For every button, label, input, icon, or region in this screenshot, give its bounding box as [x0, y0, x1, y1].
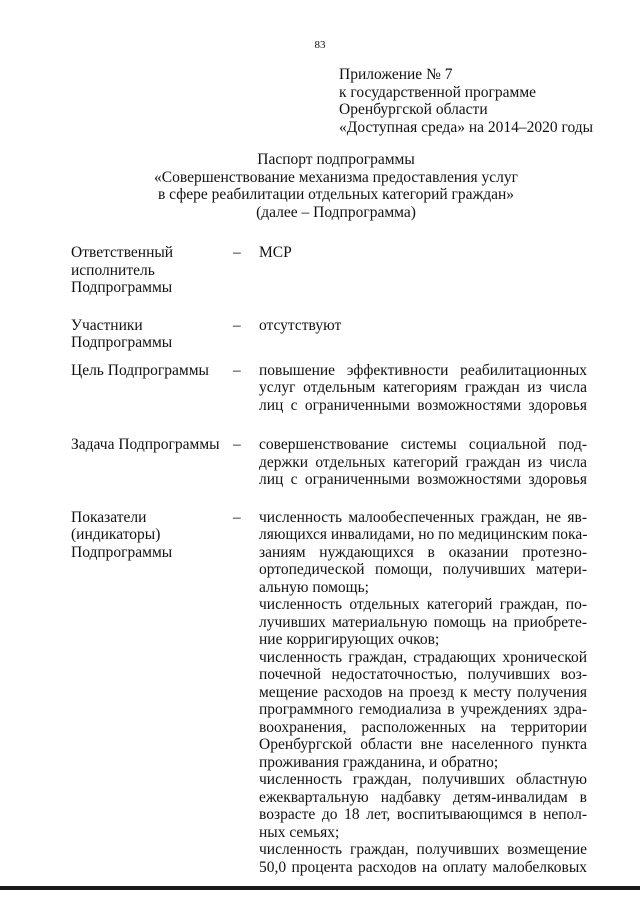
- page-number: 83: [314, 39, 326, 51]
- title-line: в сфере реабилитации отдельных категорий граждан»: [157, 186, 515, 203]
- row-value-line: численность отдельных категорий граждан, по-: [259, 596, 587, 613]
- row-value-line: заниям нуждающихся в оказании протезно-: [259, 543, 587, 561]
- row-value-line: держки отдельных категорий граждан из числа: [259, 453, 587, 471]
- row-label-line: Участники: [71, 316, 143, 334]
- row-value-line: проживания гражданина, и обратно;: [259, 753, 499, 771]
- row-value-line: численность граждан, получивших областную: [259, 771, 587, 788]
- row-label-line: Цель Подпрограммы: [71, 361, 209, 379]
- row-value-line: численность малообеспеченных граждан, не яв-: [259, 508, 587, 526]
- row-value-line: почечной недостаточностью, получивших воз-: [259, 666, 587, 683]
- row-value-line: мещение расходов на проезд к месту получения: [259, 683, 587, 701]
- row-dash: –: [233, 508, 241, 526]
- title-line: Паспорт подпрограммы: [257, 151, 415, 168]
- appendix-line: «Доступная среда» на 2014–2020 годы: [339, 118, 594, 136]
- row-label-line: Задача Подпрограммы: [71, 436, 220, 453]
- row-value-line: Оренбургской области вне населенного пункта: [259, 736, 587, 753]
- passport-row: [71, 244, 587, 297]
- row-value-line: повышение эффективности реабилитационных: [259, 361, 587, 379]
- row-value: [259, 509, 587, 877]
- row-value-line: возрасте до 18 лет, воспитывающимся в непол-: [259, 806, 587, 823]
- row-label-line: Ответственный: [71, 244, 174, 261]
- row-label: [71, 509, 231, 877]
- row-value-line: альную помощь;: [259, 578, 369, 596]
- passport-table: [71, 244, 587, 876]
- row-label-line: Подпрограммы: [71, 334, 173, 351]
- row-label: [71, 244, 231, 297]
- row-value-line: лиц с ограниченными возможностями здоровья: [259, 396, 587, 414]
- row-label: [71, 436, 231, 489]
- row-value-line: численность граждан, страдающих хронической: [259, 648, 587, 666]
- row-label: [71, 317, 231, 352]
- row-value: [259, 317, 587, 352]
- row-value: [259, 362, 587, 415]
- row-label-line: Подпрограммы: [71, 279, 173, 296]
- row-value-line: численность граждан, получивших возмещение: [259, 841, 587, 858]
- title-line: «Совершенствование механизма предоставления услуг: [154, 168, 518, 186]
- row-dash: –: [233, 436, 241, 453]
- row-label-line: (индикаторы): [71, 526, 161, 543]
- row-dash: –: [233, 316, 241, 334]
- row-dash: –: [233, 244, 241, 261]
- appendix-header: [339, 66, 593, 136]
- row-value: [259, 436, 587, 489]
- row-value-line: МСР: [259, 244, 292, 261]
- passport-row: [71, 509, 587, 877]
- row-label-line: Подпрограммы: [71, 543, 173, 561]
- appendix-line: к государственной программе: [339, 83, 537, 101]
- row-value-line: программного гемодиализа в учреждениях здра-: [259, 701, 587, 718]
- appendix-line: Приложение № 7: [339, 66, 453, 83]
- row-value-line: ортопедической помощи, получивших матери-: [259, 561, 587, 578]
- row-value-line: совершенствование системы социальной под-: [259, 436, 587, 453]
- bottom-border: [0, 886, 640, 890]
- row-value-line: отсутствуют: [259, 316, 342, 334]
- appendix-line: Оренбургской области: [339, 101, 488, 118]
- passport-row: [71, 436, 587, 489]
- passport-row: [71, 317, 587, 352]
- row-dash: –: [233, 361, 241, 379]
- title-line: (далее – Подпрограмма): [256, 203, 416, 221]
- document-title: [0, 151, 640, 221]
- row-value-line: ляющихся инвалидами, но по медицинским пока-: [259, 526, 588, 543]
- row-value-line: лиц с ограниченными возможностями здоровья: [259, 471, 587, 488]
- row-value-line: ние корригирующих очков;: [259, 631, 440, 648]
- row-value-line: ежеквартальную надбавку детям-инвалидам в: [259, 788, 587, 806]
- passport-row: [71, 362, 587, 415]
- row-value-line: услуг отдельным категориям граждан из числа: [259, 379, 587, 396]
- row-value-line: лучивших материальную помощь на приобрете-: [259, 613, 587, 631]
- row-value: [259, 244, 587, 297]
- row-label-line: Показатели: [71, 508, 147, 526]
- row-label: [71, 362, 231, 415]
- row-value-line: воохранения, расположенных на территории: [259, 718, 587, 736]
- row-label-line: исполнитель: [71, 261, 155, 279]
- row-value-line: 50,0 процента расходов на оплату малобелковых: [259, 858, 587, 876]
- row-value-line: ных семьях;: [259, 823, 340, 841]
